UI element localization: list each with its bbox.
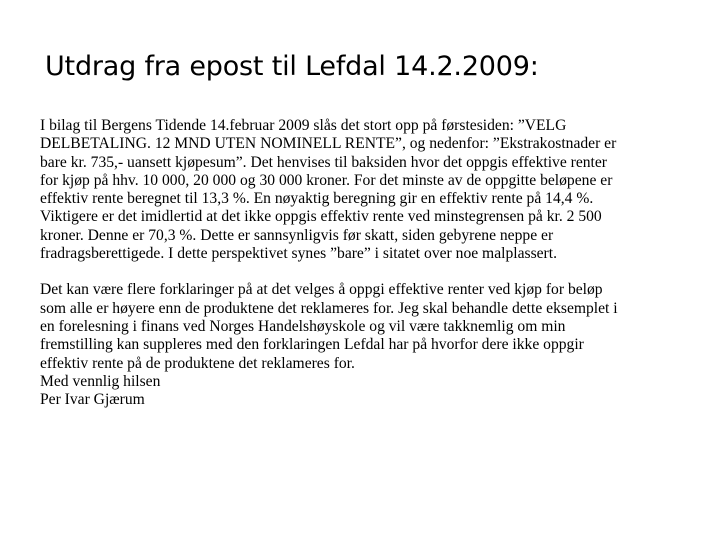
text-line: Viktigere er det imidlertid at det ikke oppgis effektiv rente ved minstegrensen på kr. 2 500 (40, 208, 602, 226)
text-line: fremstilling kan suppleres med den forklaringen Lefdal har på hvorfor dere ikke oppgir (40, 336, 584, 354)
paragraph-spacer (40, 263, 685, 281)
text-line: DELBETALING. 12 MND UTEN NOMINELL RENTE”, og nedenfor: ”Ekstrakostnader er (40, 135, 617, 153)
text-line: for kjøp på hhv. 10 000, 20 000 og 30 000 kroner. For det minste av de oppgitte beløpene er (40, 171, 613, 189)
email-signature: Per Ivar Gjærum (40, 391, 145, 409)
text-line: Det kan være flere forklaringer på at det velges å oppgi effektive renter ved kjøp for beløp (40, 281, 603, 299)
text-line: bare kr. 735,- uansett kjøpesum”. Det henvises til baksiden hvor det oppgis effektive renter (40, 153, 608, 171)
text-line: en forelesning i finans ved Norges Handelshøyskole og vil være takknemlig om min (40, 317, 566, 335)
text-line: I bilag til Bergens Tidende 14.februar 2009 slås det stort opp på førstesiden: ”VELG (40, 117, 567, 134)
email-paragraph-1 (40, 117, 685, 263)
email-paragraph-2 (40, 281, 685, 409)
slide-title: Utdrag fra epost til Lefdal 14.2.2009: (45, 51, 539, 82)
text-line: effektiv rente beregnet til 13,3 %. En nøyaktig beregning gir en effektiv rente på 14,4 %. (40, 190, 594, 208)
text-line: kroner. Denne er 70,3 %. Dette er sannsynligvis før skatt, siden gebyrene neppe er (40, 226, 554, 244)
email-closing: Med vennlig hilsen (40, 372, 161, 390)
text-line: effektiv rente på de produktene det reklameres for. (40, 354, 355, 372)
text-line: fradragsberettigede. I dette perspektivet synes ”bare” i sitatet over noe malplassert. (40, 245, 557, 263)
email-excerpt (40, 117, 685, 409)
text-line: som alle er høyere enn de produktene det reklameres for. Jeg skal behandle dette eksemplet i (40, 299, 618, 317)
